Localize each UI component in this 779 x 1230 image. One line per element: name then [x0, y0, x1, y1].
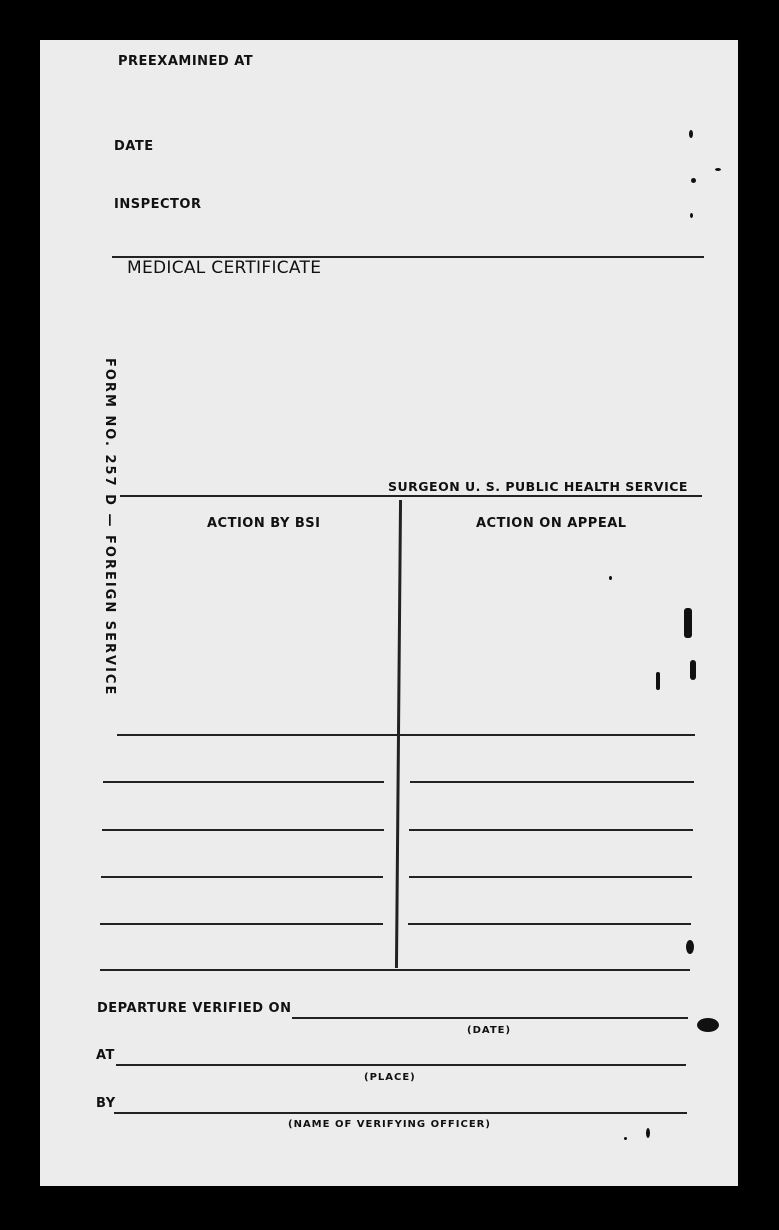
blemish [715, 168, 721, 171]
blemish [686, 940, 694, 954]
at-label: AT [96, 1048, 115, 1063]
blemish [656, 672, 660, 690]
surgeon-signature-label: SURGEON U. S. PUBLIC HEALTH SERVICE [388, 479, 688, 494]
action-by-bsi-heading: ACTION BY BSI [207, 516, 321, 531]
preexamined-label: PREEXAMINED AT [118, 54, 254, 69]
appeal-line-1 [410, 781, 694, 783]
blemish [624, 1137, 627, 1140]
inspector-label: INSPECTOR [114, 197, 202, 212]
blemish [690, 660, 696, 680]
departure-verified-label: DEPARTURE VERIFIED ON [97, 1001, 292, 1016]
officer-line [114, 1112, 687, 1114]
form-number: FORM NO. 257 D — FOREIGN SERVICE [102, 358, 117, 697]
blemish [609, 576, 612, 580]
date-label: DATE [114, 139, 154, 154]
certificate-title: MEDICAL CERTIFICATE [127, 258, 322, 278]
blemish [689, 130, 693, 138]
appeal-line-2 [409, 829, 693, 831]
blemish [690, 213, 693, 218]
date-caption: (DATE) [467, 1025, 512, 1036]
bsi-line-2 [102, 829, 384, 831]
action-line-top [117, 734, 695, 736]
by-label: BY [96, 1096, 116, 1111]
officer-caption: (NAME OF VERIFYING OFFICER) [288, 1119, 491, 1130]
action-on-appeal-heading: ACTION ON APPEAL [476, 516, 627, 531]
action-line-bottom [100, 969, 690, 971]
blemish [691, 178, 696, 183]
blemish [697, 1018, 719, 1032]
bsi-line-4 [100, 923, 383, 925]
appeal-line-4 [408, 923, 691, 925]
place-line [116, 1064, 686, 1066]
bsi-line-1 [103, 781, 384, 783]
blemish [684, 608, 692, 638]
departure-date-line [292, 1017, 688, 1019]
bsi-line-3 [101, 876, 383, 878]
place-caption: (PLACE) [364, 1072, 416, 1083]
appeal-line-3 [409, 876, 692, 878]
blemish [646, 1128, 650, 1138]
certificate-divider [120, 495, 702, 497]
